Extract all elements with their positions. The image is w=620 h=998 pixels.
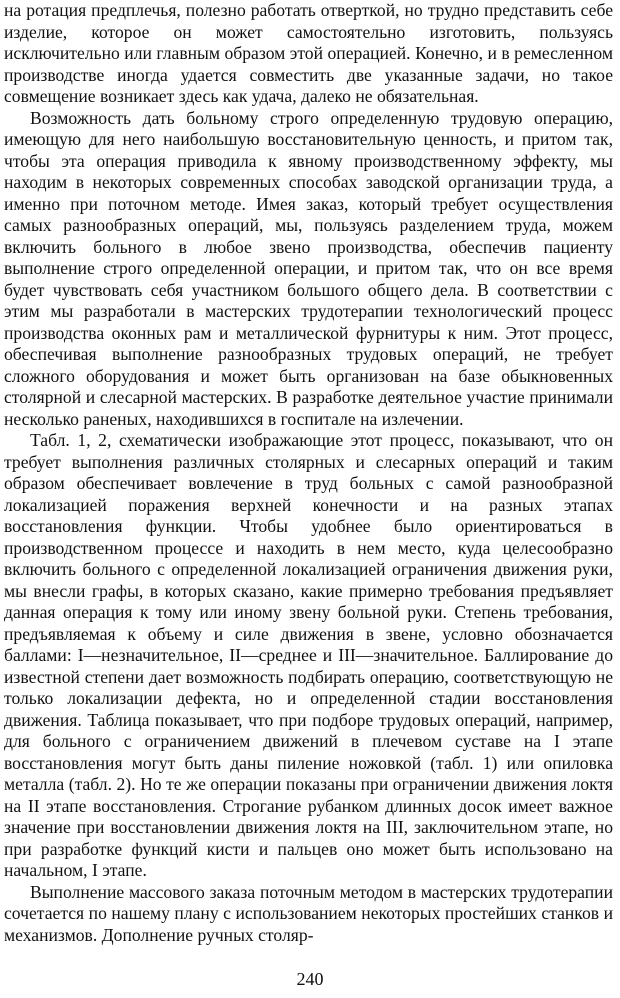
paragraph: Возможность дать больному строго определенную трудовую операцию, имеющую для него наибольшую восстановительную ценность, и притом так, чтобы эта операция приводила к явному производственному эффекту, мы находим в некоторых современных способах заводской организации труда, а именно при поточном методе. Имея заказ, который требует осуществления самых разнообразных операций, мы, пользуясь разделением труда, можем включить больного в любое звено производства, обеспечив пациенту выполнение строго определенной операции, и притом так, что он все время будет чувствовать себя участником большого общего дела. В соответствии с этим мы разработали в мастерских трудотерапии технологический процесс производства оконных рам и металлической фурнитуры к ним. Этот процесс, обеспечивая выполнение разнообразных трудовых операций, не требует сложного оборудования и может быть организован на базе обыкновенных столярной и слесарной мастерских. В разработке деятельное участие принимали несколько раненых, находившихся в госпитале на излечении. <box>4 107 613 429</box>
body-text <box>4 0 613 946</box>
paragraph: Табл. 1, 2, схематически изображающие этот процесс, показывают, что он требует выполнения различных столярных и слесарных операций и таким образом обеспечивает вовлечение в труд больных с самой разнообразной локализацией поражения верхней конечности и на разных этапах восстановления функции. Чтобы удобнее было ориентироваться в производственном процессе и находить в нем место, куда целесообразно включить больного с определенной локализацией ограничения движения руки, мы внесли графы, в которых сказано, какие примерно требования предъявляет данная операция к тому или иному звену больной руки. Степень требования, предъявляемая к объему и силе движения в звене, условно обозначается баллами: I—незначительное, II—среднее и III—значительное. Баллирование до известной степени дает возможность подбирать операцию, соответствующую не только локализации дефекта, но и определенной стадии восстановления движения. Таблица показывает, что при подборе трудовых операций, например, для больного с ограничением движений в плечевом суставе на I этапе восстановления могут быть даны пиление ножовкой (табл. 1) или опиловка металла (табл. 2). Но те же операции показаны при ограничении движения локтя на II этапе восстановления. Строгание рубанком длинных досок имеет важное значение при восстановлении движения локтя на III, заключительном этапе, но при разработке функций кисти и пальцев оно может быть использовано на начальном, I этапе. <box>4 430 613 880</box>
paragraph: Выполнение массового заказа поточным методом в мастерских трудотерапии сочетается по нашему плану с использованием некоторых простейших станков и механизмов. Дополнение ручных столяр- <box>4 881 613 945</box>
page-number: 240 <box>296 969 324 989</box>
paragraph-continued: на ротация предплечья, полезно работать отверткой, но трудно представить себе изделие, которое он может самостоятельно изготовить, пользуясь исключительно или главным образом этой операцией. Конечно, и в ремесленном производстве иногда удается совместить две указанные задачи, но такое совмещение возникает здесь как удача, далеко не обязательная. <box>4 0 613 106</box>
